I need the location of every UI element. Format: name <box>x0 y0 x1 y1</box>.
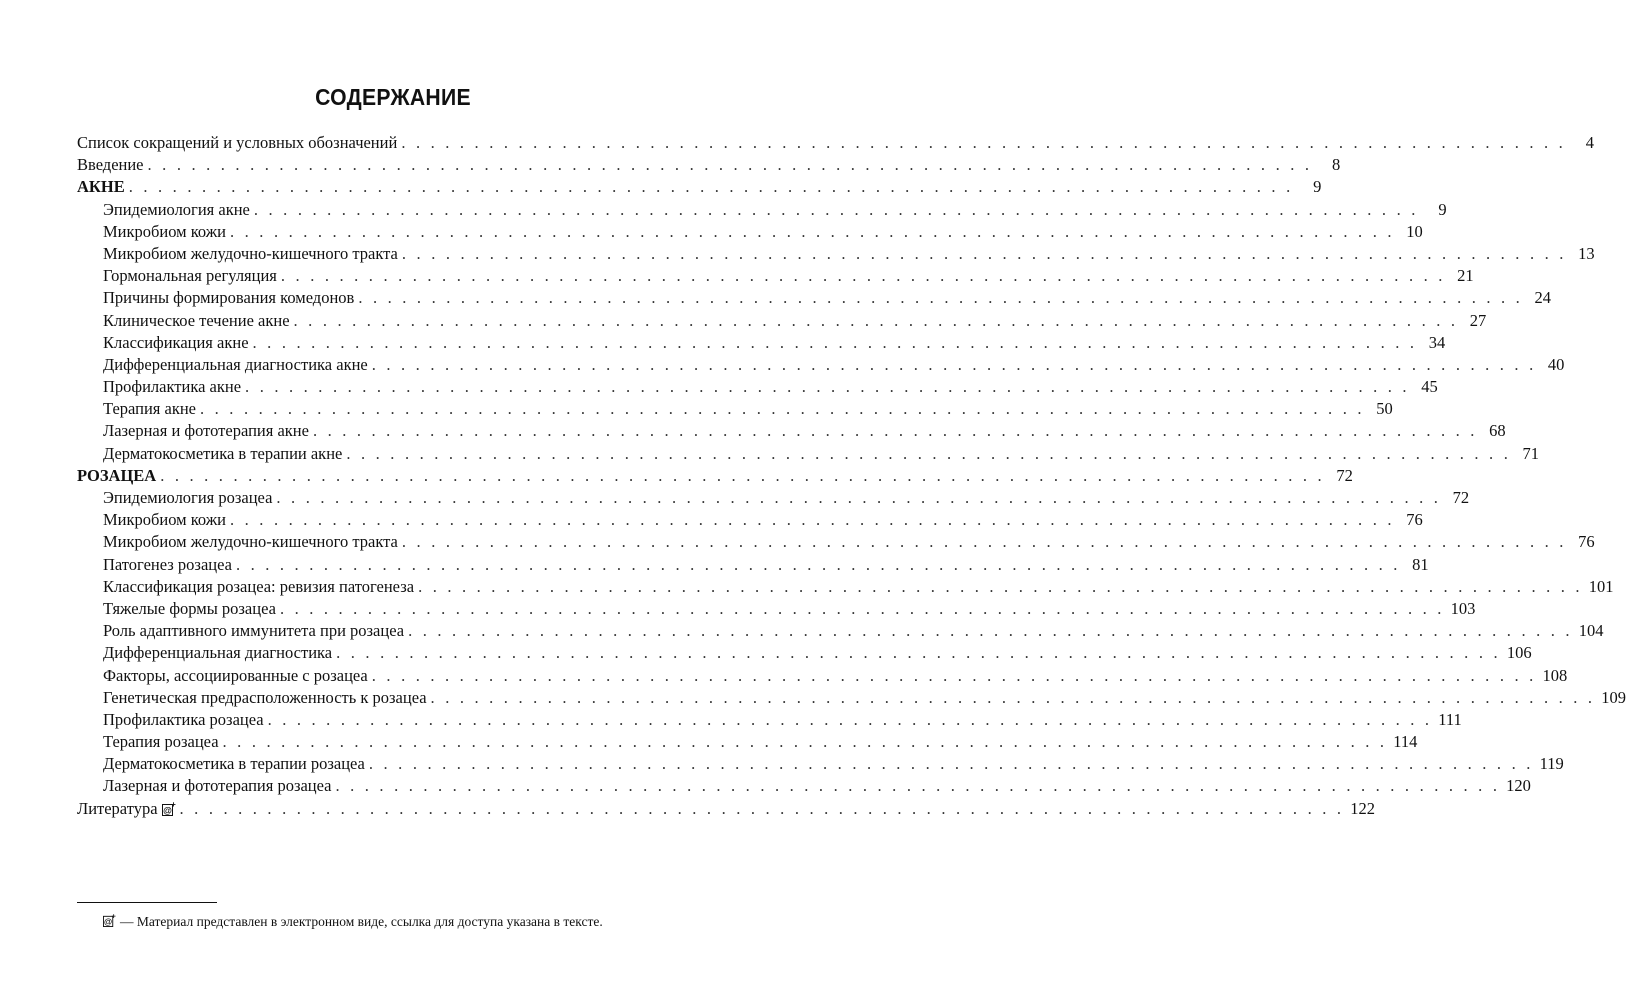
page-title: СОДЕРЖАНИЕ <box>315 84 471 110</box>
toc-entry <box>77 775 1531 797</box>
toc-entry-title-text: РОЗАЦЕА <box>77 465 157 485</box>
dot-leader: . . . . . . . . . . . . . . . . . . . . . . . . . . . . . . . . . . . . . . . . . . . . . . . . . . . . . . . . . . . . . . . . . . . . . . . . . . . . . . . . <box>312 421 1478 441</box>
toc-entry-page: 9 <box>1438 199 1447 219</box>
toc-entry <box>77 665 1568 687</box>
toc-entry-title <box>103 332 253 354</box>
toc-entry <box>77 731 1418 753</box>
toc-entry-title <box>103 265 281 287</box>
toc-entry-page: 119 <box>1539 754 1564 774</box>
toc-entry-title-text: Клиническое течение акне <box>103 310 290 330</box>
toc-entry-title <box>103 753 369 775</box>
toc-entry <box>77 265 1474 287</box>
toc-entry-title-text: Эпидемиология розацеа <box>103 488 273 507</box>
toc-entry-title <box>103 554 236 576</box>
electronic-material-icon <box>103 911 116 927</box>
toc-entry <box>77 420 1506 442</box>
toc-entry-page: 122 <box>1350 798 1375 818</box>
toc-entry <box>77 576 1614 598</box>
toc-entry-title-text: Эпидемиология акне <box>103 199 250 219</box>
toc-entry-title-text: АКНЕ <box>77 177 125 197</box>
toc-entry-title <box>103 398 200 420</box>
dot-leader: . . . . . . . . . . . . . . . . . . . . . . . . . . . . . . . . . . . . . . . . . . . . . . . . . . . . . . . . . . . . . . . . . . . . . . . . . . . . . . . . <box>336 643 1501 663</box>
toc-entry-page: 106 <box>1506 643 1532 663</box>
toc-entry-title-text: Классификация акне <box>103 332 249 352</box>
dot-leader: . . . . . . . . . . . . . . . . . . . . . . . . . . . . . . . . . . . . . . . . . . . . . . . . . . . . . . . . . . . . . . . . . . . . . . . . . . . . . . . . <box>222 732 1388 752</box>
toc-entry-page: 76 <box>1406 510 1423 530</box>
dot-leader: . . . . . . . . . . . . . . . . . . . . . . . . . . . . . . . . . . . . . . . . . . . . . . . . . . . . . . . . . . . . . . . . . . . . . . . . . . . . . . . . <box>230 221 1395 241</box>
toc-entry-title-text: Микробиом кожи <box>103 221 226 241</box>
toc-entry-page: 109 <box>1601 687 1626 707</box>
toc-entry-title <box>103 642 336 664</box>
toc-entry-title <box>103 376 245 398</box>
toc-entry-page: 4 <box>1585 133 1594 152</box>
toc-entry <box>77 531 1595 553</box>
dot-leader: . . . . . . . . . . . . . . . . . . . . . . . . . . . . . . . . . . . . . . . . . . . . . . . . . . . . . . . . . . . . . . . . . . . . . . . . . . . . . . . . <box>200 399 1365 419</box>
toc-entry <box>77 798 1375 820</box>
toc-entry-page: 45 <box>1421 377 1438 397</box>
toc-entry-title-text: Лазерная и фототерапия розацеа <box>103 776 332 796</box>
toc-entry-title <box>103 287 358 309</box>
toc-entry-page: 10 <box>1406 221 1423 241</box>
toc-section <box>77 176 1322 198</box>
dot-leader: . . . . . . . . . . . . . . . . . . . . . . . . . . . . . . . . . . . . . . . . . . . . . . . . . . . . . . . . . . . . . . . . . . . . . . . . . . . . . . . . <box>335 776 1501 796</box>
footnote-text: — Материал представлен в электронном виде, ссылка для доступа указана в тексте. <box>120 914 603 929</box>
toc-entry-page: 108 <box>1542 665 1568 685</box>
toc-entry-page: 24 <box>1534 288 1552 308</box>
toc-entry-title <box>103 487 276 509</box>
toc-entry-title-text: Список сокращений и условных обозначений <box>77 133 398 152</box>
svg-text:@: @ <box>162 805 172 816</box>
dot-leader: . . . . . . . . . . . . . . . . . . . . . . . . . . . . . . . . . . . . . . . . . . . . . . . . . . . . . . . . . . . . . . . . . . . . . . . . . . . . . . . . <box>418 576 1583 596</box>
toc-entry-page: 9 <box>1313 177 1322 197</box>
toc-entry-title-text: Патогенез розацеа <box>103 554 232 574</box>
toc-entry-title-text: Терапия розацеа <box>103 732 219 752</box>
svg-text:+: + <box>170 799 176 809</box>
toc-entry-title <box>103 243 402 265</box>
toc-entry <box>77 620 1604 642</box>
toc-entry-page: 72 <box>1336 465 1353 485</box>
dot-leader: . . . . . . . . . . . . . . . . . . . . . . . . . . . . . . . . . . . . . . . . . . . . . . . . . . . . . . . . . . . . . . . . . . . . . . . . . . . . . . . . <box>128 177 1294 197</box>
dot-leader: . . . . . . . . . . . . . . . . . . . . . . . . . . . . . . . . . . . . . . . . . . . . . . . . . . . . . . . . . . . . . . . . . . . . . . . . . . . . . . . . <box>147 155 1313 175</box>
toc-entry-title-text: Лазерная и фототерапия акне <box>103 421 309 441</box>
dot-leader: . . . . . . . . . . . . . . . . . . . . . . . . . . . . . . . . . . . . . . . . . . . . . . . . . . . . . . . . . . . . . . . . . . . . . . . . . . . . . . . . <box>401 532 1567 552</box>
toc-entry-title-text: Терапия акне <box>103 399 196 419</box>
dot-leader: . . . . . . . . . . . . . . . . . . . . . . . . . . . . . . . . . . . . . . . . . . . . . . . . . . . . . . . . . . . . . . . . . . . . . . . . . . . . . . . . <box>401 243 1567 263</box>
dot-leader: . . . . . . . . . . . . . . . . . . . . . . . . . . . . . . . . . . . . . . . . . . . . . . . . . . . . . . . . . . . . . . . . . . . . . . . . . . . . . . . . <box>252 332 1418 352</box>
dot-leader: . . . . . . . . . . . . . . . . . . . . . . . . . . . . . . . . . . . . . . . . . . . . . . . . . . . . . . . . . . . . . . . . . . . . . . . . . . . . . . . . <box>293 310 1459 330</box>
toc-entry <box>77 199 1447 221</box>
toc-entry-page: 27 <box>1469 310 1487 330</box>
toc-entry <box>77 753 1564 775</box>
toc-entry-title-text: Причины формирования комедонов <box>103 288 355 308</box>
toc-entry <box>77 332 1446 354</box>
table-of-contents <box>77 132 1626 820</box>
toc-entry <box>77 287 1552 309</box>
dot-leader: . . . . . . . . . . . . . . . . . . . . . . . . . . . . . . . . . . . . . . . . . . . . . . . . . . . . . . . . . . . . . . . . . . . . . . . . . . . . . . . . <box>430 687 1596 707</box>
toc-entry-title-text: Генетическая предрасположенность к розацеа <box>103 687 427 707</box>
toc-entry-page: 103 <box>1450 598 1476 618</box>
toc-entry <box>77 221 1423 243</box>
toc-entry-title-text: Микробиом желудочно-кишечного тракта <box>103 243 398 263</box>
dot-leader: . . . . . . . . . . . . . . . . . . . . . . . . . . . . . . . . . . . . . . . . . . . . . . . . . . . . . . . . . . . . . . . . . . . . . . . . . . . . . . . . <box>160 465 1325 485</box>
toc-entry-title <box>103 310 294 332</box>
toc-entry-title-text: Литература <box>77 798 158 818</box>
toc-entry-title <box>103 620 408 642</box>
toc-entry <box>77 443 1540 465</box>
toc-entry-page: 72 <box>1452 488 1470 507</box>
toc-entry-title-text: Введение <box>77 155 144 175</box>
footnote <box>77 912 713 931</box>
toc-entry <box>77 310 1487 332</box>
toc-entry-title <box>103 687 431 709</box>
toc-entry <box>77 354 1565 376</box>
toc-entry-page: 8 <box>1331 155 1341 175</box>
toc-entry-title <box>103 598 280 620</box>
toc-entry-page: 21 <box>1457 266 1474 286</box>
toc-entry-title-text: Дерматокосметика в терапии розацеа <box>103 754 365 774</box>
toc-entry-title-text: Тяжелые формы розацеа <box>103 598 276 618</box>
svg-text:+: + <box>111 911 116 921</box>
toc-entry-title <box>103 709 268 731</box>
dot-leader: . . . . . . . . . . . . . . . . . . . . . . . . . . . . . . . . . . . . . . . . . . . . . . . . . . . . . . . . . . . . . . . . . . . . . . . . . . . . . . . . <box>371 354 1537 374</box>
toc-entry-title-text: Гормональная регуляция <box>103 266 277 286</box>
toc-entry <box>77 509 1423 531</box>
dot-leader: . . . . . . . . . . . . . . . . . . . . . . . . . . . . . . . . . . . . . . . . . . . . . . . . . . . . . . . . . . . . . . . . . . . . . . . . . . . . . . . . <box>235 554 1401 574</box>
toc-entry-page: 120 <box>1506 776 1531 796</box>
toc-entry <box>77 154 1341 176</box>
toc-entry <box>77 554 1429 576</box>
dot-leader: . . . . . . . . . . . . . . . . . . . . . . . . . . . . . . . . . . . . . . . . . . . . . . . . . . . . . . . . . . . . . . . . . . . . . . . . . . . . . . . . <box>267 709 1433 729</box>
dot-leader: . . . . . . . . . . . . . . . . . . . . . . . . . . . . . . . . . . . . . . . . . . . . . . . . . . . . . . . . . . . . . . . . . . . . . . . . . . . . . . . . <box>346 443 1512 463</box>
dot-leader: . . . . . . . . . . . . . . . . . . . . . . . . . . . . . . . . . . . . . . . . . . . . . . . . . . . . . . . . . . . . . . . . . . . . . . . . . . . . . . . . <box>371 665 1537 685</box>
dot-leader: . . . . . . . . . . . . . . . . . . . . . . . . . . . . . . . . . . . . . . . . . . . . . . . . . . . . . . . . . . . . . . . . . . . . . . . . . . . . . . . . <box>279 598 1445 618</box>
toc-entry <box>77 132 1594 154</box>
dot-leader: . . . . . . . . . . . . . . . . . . . . . . . . . . . . . . . . . . . . . . . . . . . . . . . . . . . . . . . . . . . . . . . . . . . . . . . . . . . . . . . . <box>358 288 1524 308</box>
toc-entry-title-text: Микробиом желудочно-кишечного тракта <box>103 532 398 552</box>
dot-leader: . . . . . . . . . . . . . . . . . . . . . . . . . . . . . . . . . . . . . . . . . . . . . . . . . . . . . . . . . . . . . . . . . . . . . . . . . . . . . . . . <box>179 798 1345 818</box>
dot-leader: . . . . . . . . . . . . . . . . . . . . . . . . . . . . . . . . . . . . . . . . . . . . . . . . . . . . . . . . . . . . . . . . . . . . . . . . . . . . . . . . <box>280 266 1446 286</box>
dot-leader: . . . . . . . . . . . . . . . . . . . . . . . . . . . . . . . . . . . . . . . . . . . . . . . . . . . . . . . . . . . . . . . . . . . . . . . . . . . . . . . . <box>408 621 1573 641</box>
electronic-material-icon <box>162 799 176 816</box>
dot-leader: . . . . . . . . . . . . . . . . . . . . . . . . . . . . . . . . . . . . . . . . . . . . . . . . . . . . . . . . . . . . . . . . . . . . . . . . . . . . . . . . <box>401 133 1566 152</box>
toc-entry <box>77 243 1595 265</box>
toc-entry-page: 114 <box>1393 732 1418 752</box>
dot-leader: . . . . . . . . . . . . . . . . . . . . . . . . . . . . . . . . . . . . . . . . . . . . . . . . . . . . . . . . . . . . . . . . . . . . . . . . . . . . . . . . <box>276 488 1442 507</box>
toc-entry-page: 13 <box>1578 243 1595 263</box>
toc-entry-title <box>103 731 223 753</box>
toc-entry-title <box>103 509 230 531</box>
svg-text:@: @ <box>104 916 113 927</box>
toc-entry-page: 76 <box>1578 532 1595 552</box>
toc-entry-title <box>77 132 401 154</box>
toc-entry <box>77 487 1470 509</box>
toc-entry-title-text: Профилактика акне <box>103 377 242 397</box>
toc-entry-title <box>103 354 372 376</box>
toc-entry-title <box>103 420 313 442</box>
toc-entry-page: 104 <box>1578 621 1604 641</box>
toc-entry-title <box>77 176 129 198</box>
toc-entry-page: 40 <box>1547 354 1565 374</box>
toc-entry-page: 101 <box>1588 576 1614 596</box>
toc-entry <box>77 376 1438 398</box>
toc-entry-title <box>77 798 180 820</box>
dot-leader: . . . . . . . . . . . . . . . . . . . . . . . . . . . . . . . . . . . . . . . . . . . . . . . . . . . . . . . . . . . . . . . . . . . . . . . . . . . . . . . . <box>368 754 1534 774</box>
toc-entry-page: 34 <box>1428 332 1446 352</box>
toc-entry-page: 111 <box>1438 709 1462 729</box>
toc-entry <box>77 398 1393 420</box>
toc-entry-title <box>103 443 346 465</box>
toc-entry-title-text: Роль адаптивного иммунитета при розацеа <box>103 621 405 641</box>
toc-entry-title <box>77 154 148 176</box>
dot-leader: . . . . . . . . . . . . . . . . . . . . . . . . . . . . . . . . . . . . . . . . . . . . . . . . . . . . . . . . . . . . . . . . . . . . . . . . . . . . . . . . <box>230 510 1395 530</box>
toc-entry-title-text: Классификация розацеа: ревизия патогенеза <box>103 576 415 596</box>
toc-entry-title <box>103 199 254 221</box>
toc-entry-title-text: Профилактика розацеа <box>103 709 264 729</box>
toc-entry-title <box>103 531 402 553</box>
toc-entry-page: 71 <box>1522 443 1540 463</box>
toc-entry-title-text: Дерматокосметика в терапии акне <box>103 443 343 463</box>
toc-entry-page: 81 <box>1412 554 1429 574</box>
toc-entry-title <box>103 665 372 687</box>
toc-entry <box>77 709 1462 731</box>
toc-entry-title <box>77 465 160 487</box>
toc-entry <box>77 642 1532 664</box>
toc-entry <box>77 598 1476 620</box>
toc-entry-title <box>103 576 418 598</box>
dot-leader: . . . . . . . . . . . . . . . . . . . . . . . . . . . . . . . . . . . . . . . . . . . . . . . . . . . . . . . . . . . . . . . . . . . . . . . . . . . . . . . . <box>245 377 1410 397</box>
dot-leader: . . . . . . . . . . . . . . . . . . . . . . . . . . . . . . . . . . . . . . . . . . . . . . . . . . . . . . . . . . . . . . . . . . . . . . . . . . . . . . . . <box>253 199 1419 219</box>
toc-entry-title-text: Микробиом кожи <box>103 510 226 530</box>
toc-entry-title-text: Факторы, ассоциированные с розацеа <box>103 665 368 685</box>
toc-entry-page: 68 <box>1489 421 1506 441</box>
toc-entry-title <box>103 775 335 797</box>
toc-entry-title-text: Дифференциальная диагностика акне <box>103 354 368 374</box>
toc-entry-page: 50 <box>1376 399 1393 419</box>
toc-entry-title <box>103 221 230 243</box>
footnote-divider <box>77 902 217 903</box>
toc-entry <box>77 687 1626 709</box>
toc-section <box>77 465 1353 487</box>
toc-entry-title-text: Дифференциальная диагностика <box>103 643 333 663</box>
